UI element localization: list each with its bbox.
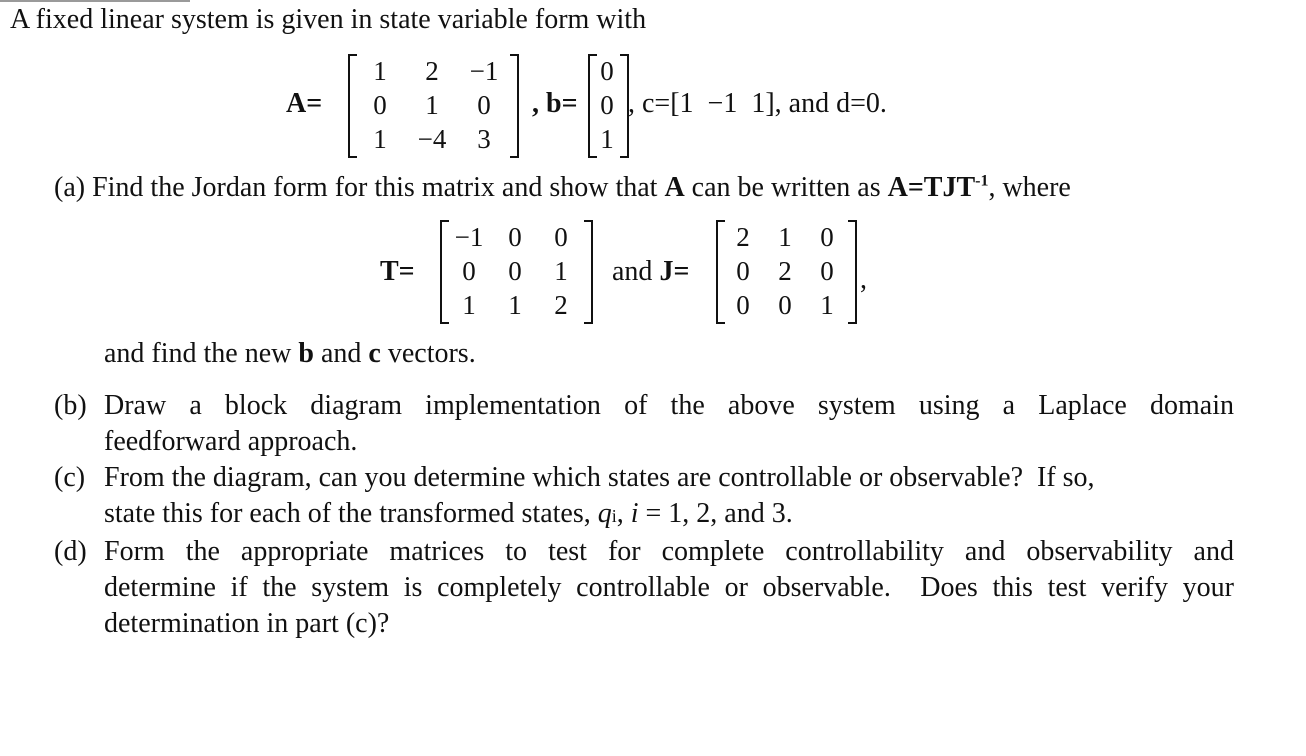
part-a-text [54, 170, 1071, 206]
vector-c-text: , c=[1 −1 1], and d=0. [628, 88, 887, 119]
matrix-j-cell: 0 [778, 290, 792, 320]
vector-b-cell: 0 [600, 56, 614, 86]
part-d-label: (d) [54, 536, 87, 567]
intro-text: A fixed linear system is given in state variable form with [10, 4, 647, 35]
matrix-t-right-bracket [584, 220, 593, 324]
matrix-a-cell: 0 [373, 90, 387, 120]
part-c-line1: From the diagram, can you determine which states are controllable or observable? If so, [104, 462, 1095, 493]
matrix-j-cell: 1 [778, 222, 792, 252]
vector-b-label: , b= [532, 88, 578, 119]
and-j-label: and J= [612, 256, 690, 287]
matrix-j-cell: 0 [736, 256, 750, 286]
vector-b [588, 54, 628, 158]
part-a-text-after: , where [988, 172, 1071, 203]
matrix-t-cell: 1 [508, 290, 522, 320]
part-a-label: (a) [54, 172, 86, 203]
matrix-a-cell: −1 [469, 56, 499, 86]
part-a-text-before: Find the Jordan form for this matrix and show that [92, 172, 665, 203]
matrix-a [348, 54, 528, 158]
matrix-t-cell: 1 [554, 256, 568, 286]
matrix-j-cell: 2 [736, 222, 750, 252]
vector-b-cell: 1 [600, 124, 614, 154]
matrix-a-cell: 3 [477, 124, 491, 154]
matrix-j [716, 220, 862, 324]
part-b-line2: feedforward approach. [104, 426, 358, 457]
matrix-t-label: T= [380, 256, 415, 287]
matrix-t-cell: 0 [462, 256, 476, 286]
matrix-a-cell: 1 [373, 124, 387, 154]
matrix-a-right-bracket [510, 54, 519, 158]
matrix-j-cell: 0 [820, 256, 834, 286]
matrix-t-cell: 2 [554, 290, 568, 320]
matrix-t-cell: −1 [454, 222, 484, 252]
vector-b-cell: 0 [600, 90, 614, 120]
part-a-A: A [664, 172, 685, 203]
part-a-followup: and find the new b and c vectors. [104, 338, 476, 369]
part-d-line2: determine if the system is completely controllable or observable. Does this test verify your [104, 572, 1234, 603]
part-a-formula: $A=TJT^{-1}$ [887, 172, 989, 203]
part-c-label: (c) [54, 462, 86, 493]
part-d-line3: determination in part (c)? [104, 608, 390, 639]
part-c-line2: state this for each of the transformed states, qi, i = 1, 2, and 3. [104, 498, 793, 529]
matrix-t-cell: 1 [462, 290, 476, 320]
matrix-a-cell: 1 [373, 56, 387, 86]
matrix-j-cell: 1 [820, 290, 834, 320]
matrix-t-cell: 0 [554, 222, 568, 252]
matrix-t-cell: 0 [508, 222, 522, 252]
matrix-a-cell: 0 [477, 90, 491, 120]
matrix-j-suffix: , [860, 264, 867, 295]
matrix-j-cell: 0 [820, 222, 834, 252]
matrix-a-label: A= [286, 88, 323, 119]
matrix-j-cell: 0 [736, 290, 750, 320]
part-a-text-mid: can be written as [684, 172, 888, 203]
matrix-a-cell: 1 [425, 90, 439, 120]
part-d-line1: Form the appropriate matrices to test for complete controllability and observability and [104, 536, 1234, 567]
matrix-t [440, 220, 600, 324]
matrix-j-right-bracket [848, 220, 857, 324]
part-b-label: (b) [54, 390, 87, 421]
matrix-a-cell: 2 [425, 56, 439, 86]
part-b-line1: Draw a block diagram implementation of the above system using a Laplace domain [104, 390, 1234, 421]
matrix-t-cell: 0 [508, 256, 522, 286]
matrix-j-cell: 2 [778, 256, 792, 286]
matrix-a-cell: −4 [417, 124, 447, 154]
